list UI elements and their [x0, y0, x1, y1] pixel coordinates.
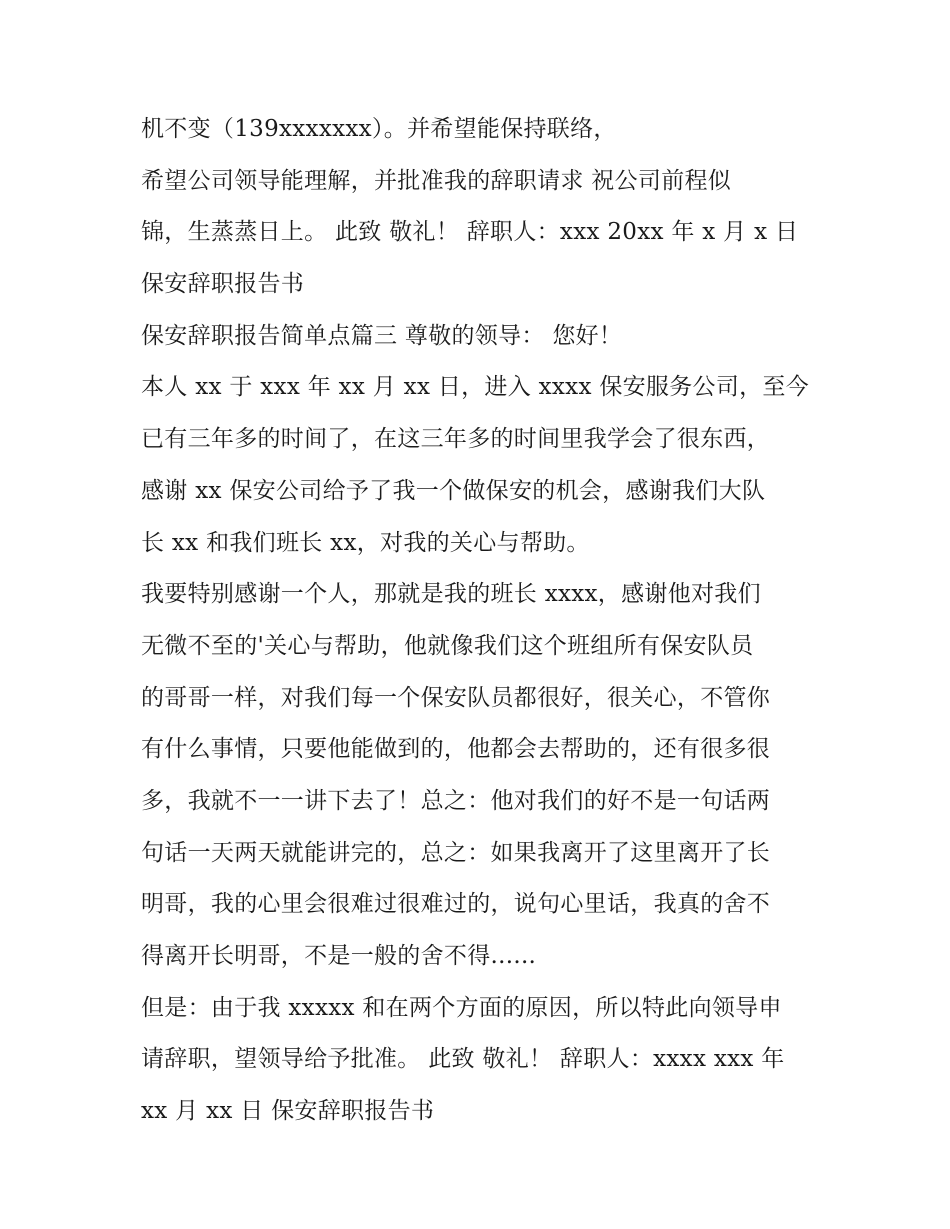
text-line: 多，我就不一一讲下去了！总之：他对我们的好不是一句话两: [141, 787, 771, 814]
text-line: 长 xx 和我们班长 xx，对我的关心与帮助。: [141, 529, 590, 556]
document-body: [141, 104, 831, 1138]
text-line: 机不变（139xxxxxxx）。并希望能保持联络，: [141, 116, 617, 142]
text-line: xx 月 xx 日 保安辞职报告书: [141, 1098, 435, 1125]
section-title: 保安辞职报告书: [141, 271, 305, 298]
text-line: 已有三年多的时间了，在这三年多的时间里我学会了很东西，: [141, 426, 771, 453]
text-line: 感谢 xx 保安公司给予了我一个做保安的机会，感谢我们大队: [141, 477, 766, 504]
text-line: 本人 xx 于 xxx 年 xx 月 xx 日，进入 xxxx 保安服务公司，至今: [141, 374, 810, 401]
text-line: 锦，生蒸蒸日上。 此致 敬礼！ 辞职人：xxx 20xx 年 x 月 x 日: [141, 219, 799, 246]
text-line: 希望公司领导能理解，并批准我的辞职请求 祝公司前程似: [141, 167, 732, 194]
text-line: 得离开长明哥，不是一般的舍不得......: [141, 943, 537, 969]
text-line: 保安辞职报告简单点篇三 尊敬的领导： 您好！: [141, 322, 623, 349]
text-line: 我要特别感谢一个人，那就是我的班长 xxxx，感谢他对我们: [141, 581, 761, 608]
text-line: 但是：由于我 xxxxx 和在两个方面的原因，所以特此向领导申: [141, 994, 782, 1021]
text-line: 请辞职，望领导给予批准。 此致 敬礼！ 辞职人：xxxx xxx 年: [141, 1046, 785, 1073]
text-line: 无微不至的'关心与帮助，他就像我们这个班组所有保安队员: [141, 632, 754, 659]
text-line: 的哥哥一样，对我们每一个保安队员都很好，很关心，不管你: [141, 684, 771, 711]
text-line: 有什么事情，只要他能做到的，他都会去帮助的，还有很多很: [141, 736, 771, 763]
text-line: 句话一天两天就能讲完的，总之：如果我离开了这里离开了长: [141, 839, 771, 866]
text-line: 明哥，我的心里会很难过很难过的，说句心里话，我真的舍不: [141, 891, 771, 918]
